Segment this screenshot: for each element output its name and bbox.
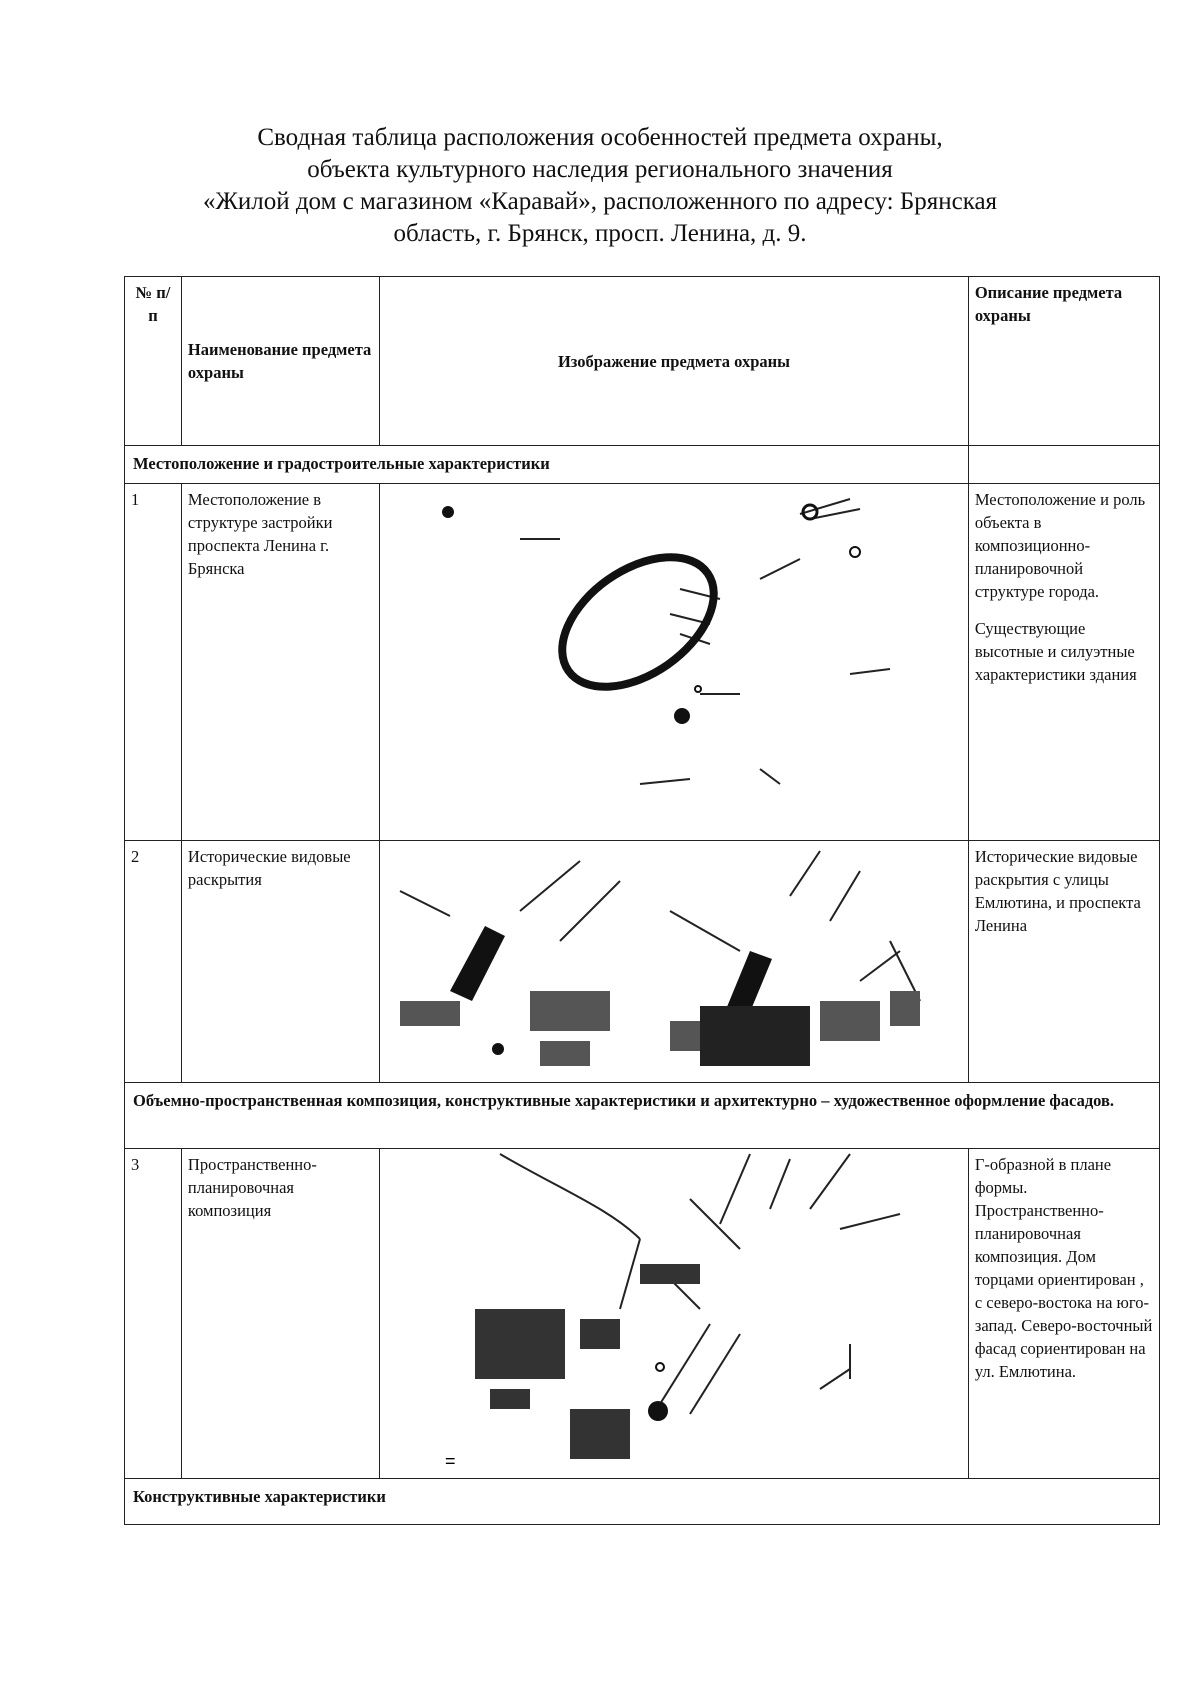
map-mark: =	[445, 1451, 456, 1471]
header-image: Изображение предмета охраны	[380, 277, 969, 446]
table-row	[125, 1149, 1160, 1479]
plan-image	[380, 1149, 969, 1479]
header-name: Наименование предмета охраны	[181, 277, 379, 446]
title-line-3: «Жилой дом с магазином «Каравай», расположенного по адресу: Брянская	[202, 188, 998, 215]
table-header-row	[125, 277, 1160, 446]
row-num: 3	[125, 1149, 182, 1479]
table-row	[125, 841, 1160, 1083]
title-line-2: объекта культурного наследия регионального значения	[307, 156, 893, 183]
row-num: 1	[125, 484, 182, 841]
map-image-location	[380, 484, 969, 841]
document-title	[130, 122, 1070, 250]
row-name: Пространственно-планировочная композиция	[181, 1149, 379, 1479]
section-empty-cell	[968, 446, 1159, 484]
protection-table	[124, 276, 1160, 1525]
description-paragraph-2: Существующие высотные и силуэтные характеристики здания	[974, 619, 1137, 684]
aerial-views-image	[380, 841, 969, 1083]
row-name: Местоположение в структуре застройки проспекта Ленина г. Брянска	[181, 484, 379, 841]
title-line-4: область, г. Брянск, просп. Ленина, д. 9.	[393, 220, 807, 247]
header-num: № п/п	[125, 277, 182, 446]
table-row	[125, 484, 1160, 841]
description-paragraph-1: Местоположение и роль объекта в композиционно-планировочной структуре города.	[974, 490, 1146, 601]
title-line-1: Сводная таблица расположения особенностей предмета охраны,	[257, 124, 943, 151]
section-row	[125, 446, 1160, 484]
section-construction: Конструктивные характеристики	[125, 1479, 1160, 1525]
row-description: Исторические видовые раскрытия с улицы Емлютина, и проспекта Ленина	[968, 841, 1159, 1083]
row-num: 2	[125, 841, 182, 1083]
row-description: Г-образной в плане формы. Пространственно-планировочная композиция. Дом торцами ориентирован , с северо-востока на юго-запад. Северо-восточный фасад сориентирован на ул. Емлютина.	[968, 1149, 1159, 1479]
header-description: Описание предмета охраны	[968, 277, 1159, 446]
row-name: Исторические видовые раскрытия	[181, 841, 379, 1083]
section-row	[125, 1083, 1160, 1149]
section-composition: Объемно-пространственная композиция, конструктивные характеристики и архитектурно – художественное оформление фасадов.	[125, 1083, 1160, 1149]
section-row	[125, 1479, 1160, 1525]
section-location: Местоположение и градостроительные характеристики	[125, 446, 969, 484]
row-description	[968, 484, 1159, 841]
